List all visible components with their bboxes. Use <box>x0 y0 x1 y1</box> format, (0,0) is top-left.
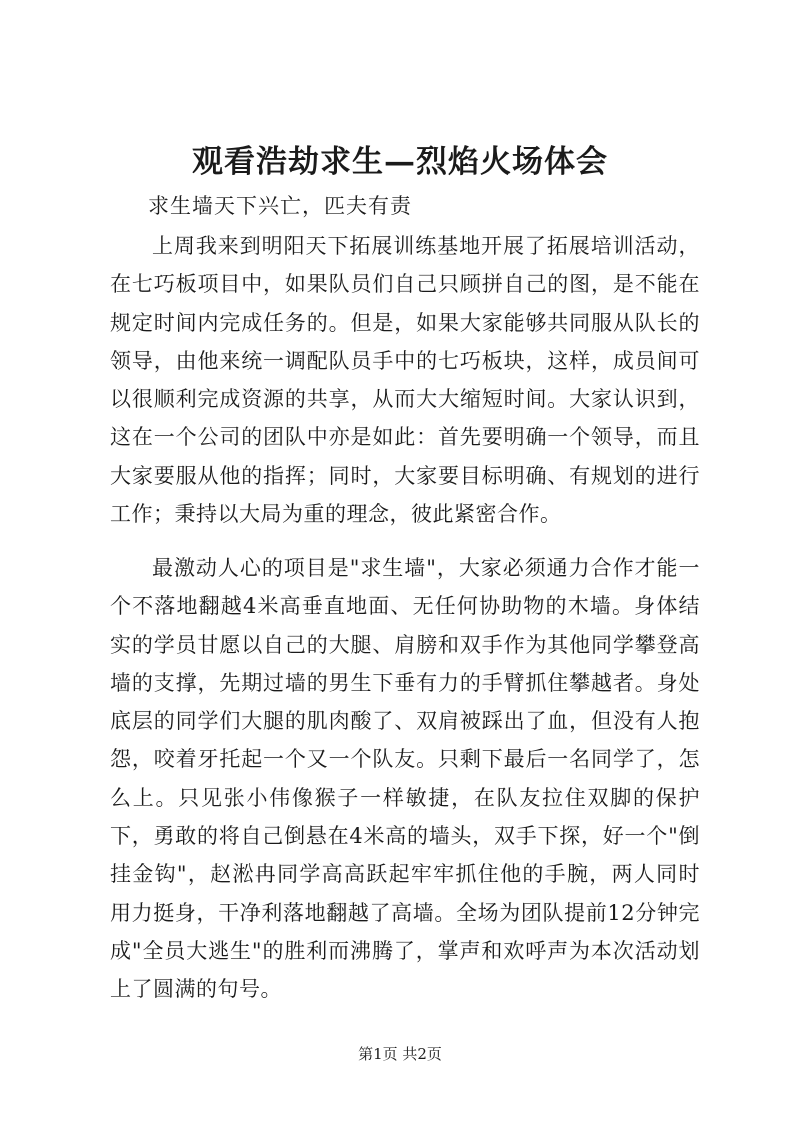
document-subtitle: 求生墙天下兴亡，匹夫有责 <box>148 194 412 218</box>
document-title: 观看浩劫求生—烈焰火场体会 <box>192 144 608 180</box>
page-number-footer: 第1页 共2页 <box>358 1045 442 1063</box>
body-paragraph: 最激动人心的项目是"求生墙"，大家必须通力合作才能一个不落地翻越4米高垂直地面、无任何协助物的木墙。身体结实的学员甘愿以自己的大腿、肩膀和双手作为其他同学攀登高墙的支撑，先期过墙的男生下垂有力的手臂抓住攀越者。身处底层的同学们大腿的肌肉酸了、双肩被踩出了血，但没有人抱怨，咬着牙托起一个又一个队友。只剩下最后一名同学了，怎么上。只见张小伟像猴子一样敏捷，在队友拉住双脚的保护下，勇敢的将自己倒悬在4米高的墙头，双手下探，好一个"倒挂金钩"，赵淞冉同学高高跃起牢牢抓住他的手腕，两人同时用力挺身，干净利落地翻越了高墙。全场为团队提前12分钟完成"全员大逃生"的胜利而沸腾了，掌声和欢呼声为本次活动划上了圆满的句号。 <box>110 556 700 1002</box>
body-paragraph: 上周我来到明阳天下拓展训练基地开展了拓展培训活动，在七巧板项目中，如果队员们自己只顾拼自己的图，是不能在规定时间内完成任务的。但是，如果大家能够共同服从队长的领导，由他来统一调配队员手中的七巧板块，这样，成员间可以很顺利完成资源的共享，从而大大缩短时间。大家认识到，这在一个公司的团队中亦是如此：首先要明确一个领导，而且大家要服从他的指挥；同时，大家要目标明确、有规划的进行工作；秉持以大局为重的理念，彼此紧密合作。 <box>110 234 700 527</box>
